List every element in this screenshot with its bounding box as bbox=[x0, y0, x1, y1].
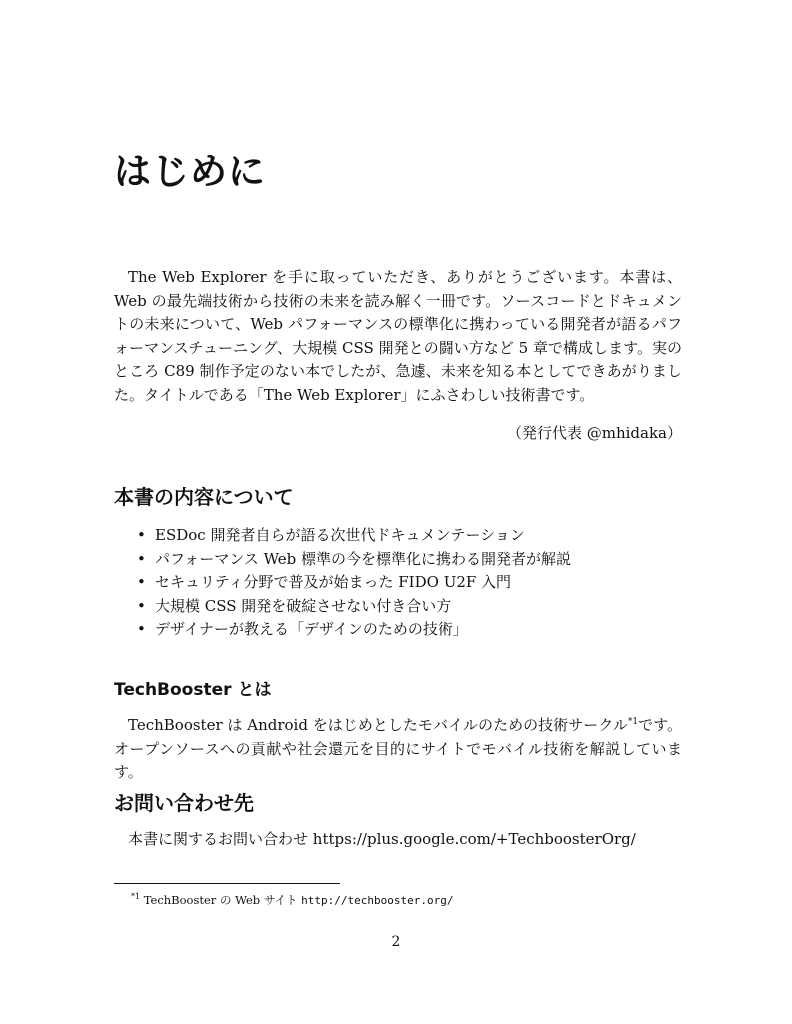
techbooster-heading: TechBooster とは bbox=[114, 680, 272, 700]
list-item-text: セキュリティ分野で普及が始まった FIDO U2F 入門 bbox=[155, 573, 512, 591]
inquiry-heading: お問い合わせ先 bbox=[114, 791, 254, 815]
footnote-reference[interactable]: *1 bbox=[627, 717, 639, 727]
list-item-text: ESDoc 開発者自らが語る次世代ドキュメンテーション bbox=[155, 526, 525, 544]
techbooster-text-before: TechBooster は Android をはじめとしたモバイルのための技術サークル bbox=[128, 716, 628, 734]
bullet-icon: • bbox=[137, 573, 146, 591]
footnote-text: TechBooster の Web サイト bbox=[143, 892, 298, 907]
list-item bbox=[137, 548, 571, 572]
publisher-signature: （発行代表 @mhidaka） bbox=[506, 424, 682, 442]
page-number: 2 bbox=[391, 934, 401, 950]
footnote-divider bbox=[114, 883, 340, 884]
contents-heading: 本書の内容について bbox=[114, 485, 294, 509]
list-item bbox=[137, 618, 571, 642]
intro-paragraph: The Web Explorer を手に取っていただき、ありがとうございます。本書は、Web の最先端技術から技術の未来を読み解く一冊です。ソースコードとドキュメントの未来について、Web パフォーマンスの標準化に携わっている開発者が語るパフォーマンスチューニング、大規模 CSS 開発との闘い方など 5 章で構成します。実のところ C89 制作予定のない本でしたが、急遽、未来を知る本としてできあがりました。タイトルである「The Web Explorer」にふさわしい技術書です。 bbox=[114, 268, 682, 404]
list-item-text: パフォーマンス Web 標準の今を標準化に携わる開発者が解説 bbox=[155, 549, 572, 568]
inquiry-paragraph bbox=[114, 828, 682, 852]
list-item bbox=[137, 571, 571, 595]
techbooster-paragraph bbox=[114, 714, 682, 785]
footnote-link[interactable]: http://techbooster.org/ bbox=[301, 893, 454, 907]
inquiry-link[interactable]: https://plus.google.com/+TechboosterOrg/ bbox=[312, 830, 636, 848]
list-item bbox=[137, 524, 571, 548]
contents-list bbox=[137, 524, 571, 642]
techbooster-text-after: です。オープンソースへの貢献や社会還元を目的にサイトでモバイル技術を解説しています。 bbox=[114, 716, 682, 781]
list-item-text: 大規模 CSS 開発を破綻させない付き合い方 bbox=[155, 596, 452, 615]
bullet-icon: • bbox=[137, 596, 146, 615]
bullet-icon: • bbox=[137, 620, 146, 638]
footnote bbox=[131, 888, 454, 910]
bullet-icon: • bbox=[137, 526, 146, 544]
list-item bbox=[137, 595, 571, 619]
inquiry-label: 本書に関するお問い合わせ bbox=[128, 830, 309, 848]
page-title: はじめに bbox=[114, 150, 266, 193]
footnote-mark: *1 bbox=[131, 892, 141, 901]
bullet-icon: • bbox=[137, 549, 146, 568]
list-item-text: デザイナーが教える「デザインのための技術」 bbox=[155, 620, 468, 638]
